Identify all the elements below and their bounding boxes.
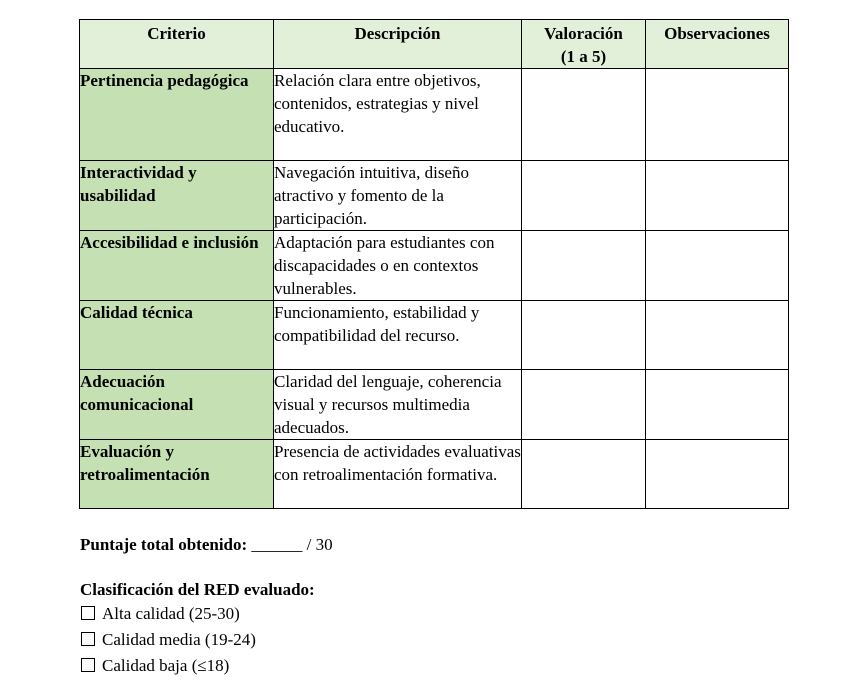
valoracion-cell[interactable] (522, 440, 646, 509)
descripcion-cell: Claridad del lenguaje, coherencia visual y recursos multimedia adecuados. (274, 370, 522, 440)
option-label: Calidad media (19-24) (102, 630, 256, 649)
evaluation-rubric-table (79, 19, 789, 509)
observaciones-cell[interactable] (646, 69, 789, 161)
descripcion-cell: Funcionamiento, estabilidad y compatibilidad del recurso. (274, 301, 522, 370)
classification-title: Clasificación del RED evaluado: (80, 580, 315, 599)
table-row (80, 440, 789, 509)
criterio-cell: Evaluación y retroalimentación (80, 440, 274, 509)
checkbox-icon[interactable] (81, 632, 95, 646)
option-alta-calidad[interactable] (80, 601, 315, 627)
option-calidad-baja[interactable] (80, 653, 315, 679)
criterio-cell: Accesibilidad e inclusión (80, 231, 274, 301)
option-label: Alta calidad (25-30) (102, 604, 240, 623)
criterio-cell: Pertinencia pedagógica (80, 69, 274, 161)
header-valoracion-line2: (1 a 5) (560, 47, 607, 66)
observaciones-cell[interactable] (646, 440, 789, 509)
header-descripcion: Descripción (274, 20, 522, 69)
total-score-blank[interactable]: ______ (251, 535, 303, 554)
observaciones-cell[interactable] (646, 370, 789, 440)
observaciones-cell[interactable] (646, 161, 789, 231)
observaciones-cell[interactable] (646, 231, 789, 301)
option-calidad-media[interactable] (80, 627, 315, 653)
total-score-line (80, 533, 333, 556)
criterio-cell: Adecuación comunicacional (80, 370, 274, 440)
descripcion-cell: Adaptación para estudiantes con discapacidades o en contextos vulnerables. (274, 231, 522, 301)
total-score-max: / 30 (306, 535, 333, 554)
valoracion-cell[interactable] (522, 231, 646, 301)
table-row (80, 231, 789, 301)
table-row (80, 370, 789, 440)
header-valoracion (522, 20, 646, 69)
criterio-cell: Interactividad y usabilidad (80, 161, 274, 231)
header-observaciones: Observaciones (646, 20, 789, 69)
descripcion-cell: Presencia de actividades evaluativas con retroalimentación formativa. (274, 440, 522, 509)
valoracion-cell[interactable] (522, 370, 646, 440)
descripcion-cell: Navegación intuitiva, diseño atractivo y fomento de la participación. (274, 161, 522, 231)
total-score-label: Puntaje total obtenido: (80, 535, 248, 554)
header-criterio: Criterio (80, 20, 274, 69)
classification-section (80, 578, 315, 679)
option-label: Calidad baja (≤18) (102, 656, 230, 675)
valoracion-cell[interactable] (522, 301, 646, 370)
table-row (80, 161, 789, 231)
criterio-cell: Calidad técnica (80, 301, 274, 370)
table-row (80, 69, 789, 161)
descripcion-cell: Relación clara entre objetivos, contenidos, estrategias y nivel educativo. (274, 69, 522, 161)
checkbox-icon[interactable] (81, 658, 95, 672)
valoracion-cell[interactable] (522, 161, 646, 231)
table-row (80, 301, 789, 370)
table-header-row (80, 20, 789, 69)
checkbox-icon[interactable] (81, 606, 95, 620)
observaciones-cell[interactable] (646, 301, 789, 370)
valoracion-cell[interactable] (522, 69, 646, 161)
header-valoracion-line1: Valoración (544, 24, 623, 43)
